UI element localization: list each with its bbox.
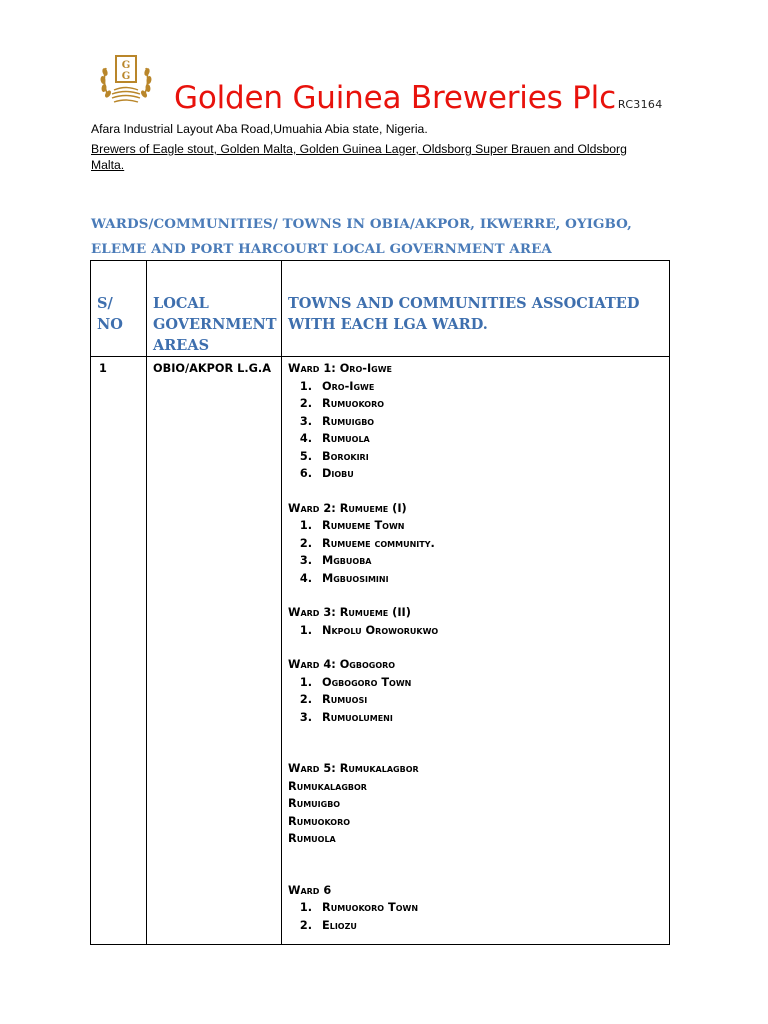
list-item: 2. Rumuosi	[316, 691, 669, 709]
ward-title: Ward 6	[288, 883, 332, 897]
town-list	[288, 622, 669, 640]
header-towns-label: TOWNS AND COMMUNITIES ASSOCIATED WITH EACH LGA WARD.	[288, 295, 640, 333]
section-heading: WARDS/COMMUNITIES/ TOWNS IN OBIA/AKPOR, IKWERRE, OYIGBO, ELEME AND PORT HARCOURT LOCAL GOVERNMENT AREA	[91, 216, 632, 257]
row-towns-cell	[282, 357, 670, 945]
list-item: 5. Borokiri	[316, 448, 669, 466]
list-item: 4. Mgbuosimini	[316, 570, 669, 588]
list-item: 1. Rumueme Town	[316, 517, 669, 535]
list-item: 1. Rumuokoro Town	[316, 899, 669, 917]
list-item: Rumuola	[288, 832, 336, 845]
header-lga-label: LOCAL GOVERNMENT AREAS	[153, 295, 277, 354]
header-sn	[91, 261, 147, 357]
list-item: Rumuokoro	[288, 814, 351, 828]
list-item: Rumukalagbor	[288, 779, 367, 793]
list-item: Rumuigbo	[288, 797, 341, 810]
ward-title: Ward 4: Ogbogoro	[288, 658, 396, 671]
list-item: 1. Nkpolu Oroworukwo	[316, 622, 669, 640]
list-item: 2. Rumueme community.	[316, 535, 669, 553]
header-towns	[282, 261, 670, 357]
ward-block	[288, 760, 669, 848]
company-name-text: Golden Guinea Breweries Plc	[174, 80, 616, 116]
list-item: 3. Rumuolumeni	[316, 709, 669, 727]
ward-title: Ward 5: Rumukalagbor	[288, 762, 419, 775]
wards-table	[90, 260, 670, 945]
header-sn-label: S/ NO	[97, 295, 123, 333]
svg-text:G: G	[121, 71, 131, 82]
list-item: 1. Ogbogoro Town	[316, 674, 669, 692]
town-list	[288, 674, 669, 727]
town-list	[288, 378, 669, 483]
list-item: 2. Rumuokoro	[316, 395, 669, 413]
header-lga	[147, 261, 282, 357]
ward-block	[288, 500, 669, 588]
company-address: Afara Industrial Layout Aba Road,Umuahia Abia state, Nigeria.	[91, 122, 428, 136]
table-row	[91, 357, 670, 945]
town-list	[288, 899, 669, 934]
list-item: 4. Rumuola	[316, 430, 669, 448]
list-item: 2. Eliozu	[316, 917, 669, 935]
table-header-row	[91, 261, 670, 357]
row-serial-number: 1	[91, 357, 147, 945]
list-item: 6. Diobu	[316, 465, 669, 483]
list-item: 3. Rumuigbo	[316, 413, 669, 431]
svg-text:G: G	[121, 60, 131, 71]
list-item: 1. Oro-Igwe	[316, 378, 669, 396]
list-item: 3. Mgbuoba	[316, 552, 669, 570]
ward-block	[288, 656, 669, 726]
ward-title: Ward 1: Oro-Igwe	[288, 362, 393, 375]
ward-title: Ward 3: Rumueme (II)	[288, 606, 411, 619]
ward-block	[288, 360, 669, 483]
row-lga-name: OBIO/AKPOR L.G.A	[147, 357, 282, 945]
brands-line: Brewers of Eagle stout, Golden Malta, Golden Guinea Lager, Oldsborg Super Brauen and Oldsborg Malta.	[91, 142, 627, 172]
company-logo	[98, 52, 154, 110]
ward-block	[288, 882, 669, 935]
ward-block	[288, 604, 669, 639]
town-list	[288, 517, 669, 587]
company-name	[174, 80, 663, 116]
registration-number: RC3164	[617, 98, 663, 111]
ward-title: Ward 2: Rumueme (I)	[288, 501, 407, 515]
